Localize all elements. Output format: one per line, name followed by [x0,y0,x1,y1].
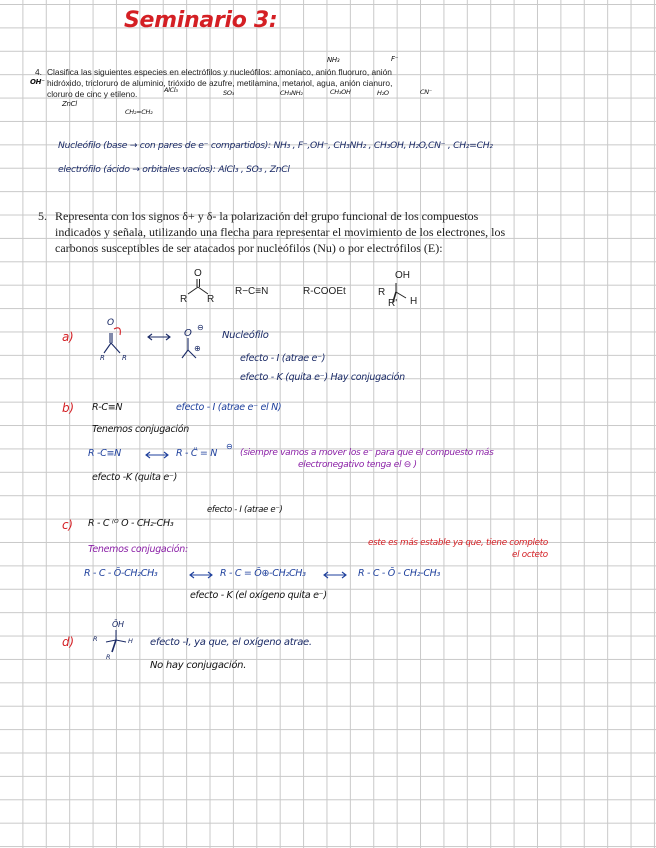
q5-line-1: Representa con los signos δ+ y δ- la polarización del grupo funcional de los compuestos [55,209,479,223]
q4-line-1: Clasifica las siguientes especies en electrófilos y nucleófilos: amoníaco, anión fluoruro, anión [47,67,392,77]
q4-line-2: hidróxido, tricloruro de aluminio, trióxido de azufre, metilamina, metanol, agua, anión cianuro, [47,78,393,88]
resonance-arrow-b [144,450,170,460]
part-c-res1: R - C - Ō-CH₂CH₃ [84,568,158,579]
part-d-r-top: R [93,635,98,643]
part-a-c-charge: ⊕ [194,344,201,353]
part-a-cation-drawing [180,338,210,368]
answer-electrophiles: electrófilo (ácido → orbitales vacíos): AlCl₃ , SO₃ , ZnCl [58,164,290,175]
ann-nh3: NH₃ [327,56,340,64]
part-b-efecto-i: efecto - I (atrae e⁻ el N) [176,402,282,413]
part-b-formula: R-C≡N [92,402,123,413]
page-title: Seminario 3: [124,8,278,33]
part-b-label: b) [62,401,74,415]
ketone-r1: R [180,294,188,305]
q5-line-2: indicados y señala, utilizando una flecha para representar el movimiento de los electrones, los [55,225,506,239]
part-d-efecto: efecto -I, ya que, el oxígeno atrae. [150,637,312,648]
q5-number: 5. [38,209,47,223]
part-d-r-bottom: R [106,653,111,661]
q4-line-3: cloruro de cinc y etileno. [47,89,138,99]
part-d-no-conj: No hay conjugación. [150,660,247,671]
ann-ch3nh2: CH₃NH₂ [280,89,303,97]
q4-number: 4. [35,67,42,77]
alcohol-h: H [410,296,418,307]
nitrile-structure: R−C≡N [235,286,269,297]
answer-nucleophiles: Nucleófilo (base → con pares de e⁻ compartidos): NH₃ , F⁻,OH⁻, CH₃NH₂ , CH₃OH, H₂O,CN⁻ , CH₂=CH₂ [58,140,493,151]
part-a-label: a) [62,330,74,344]
part-c-label: c) [62,518,73,532]
ann-alcl3: AlCl₃ [164,86,178,94]
part-a-o: O [107,318,114,328]
part-a-efecto-i: efecto - I (atrae e⁻) [240,353,326,364]
part-b-res2-charge: ⊖ [226,442,233,451]
part-b-note-2: electronegativo tenga el ⊖ ) [298,460,417,470]
part-c-res2: R - C = Ō⊕-CH₂CH₃ [220,568,306,579]
ketone-o: O [194,268,202,279]
ketone-r2: R [207,294,215,305]
part-a-o-charge: ⊖ [197,323,204,332]
ann-ch3oh: CH₃OH [330,88,351,96]
part-b-note-1: (siempre vamos a mover los e⁻ para que el compuesto más [240,448,494,458]
part-c-efecto-i: efecto - I (atrae e⁻) [207,505,283,515]
ann-cn: CN⁻ [420,88,432,96]
part-a-efecto-k: efecto - K (quita e⁻) Hay conjugación [240,372,405,383]
part-a-r-left: R [100,354,105,362]
part-c-note-2: el octeto [512,550,548,560]
part-b-res1: R -C≡N [88,448,121,459]
q5-line-3: carbonos susceptibles de ser atacados por nucleófilos (Nu) o por electrófilos (E): [55,241,443,255]
ann-so3: SO₃ [223,89,234,97]
part-a-nucleo: Nucleófilo [222,330,269,341]
part-c-res3: R - C - Ō - CH₂-CH₃ [358,568,441,579]
part-a-r-right: R [122,354,127,362]
ester-structure: R-COOEt [303,286,346,297]
part-c-note-1: este es más estable ya que, tiene completo [368,538,548,548]
resonance-arrow-c1 [188,570,214,580]
part-c-formula: R - C ⁽ᴼ O - CH₂-CH₃ [88,518,174,529]
resonance-arrow-c2 [322,570,348,580]
ann-zncl: ZnCl [62,100,77,108]
part-b-efecto-k: efecto -K (quita e⁻) [92,472,178,483]
part-d-h: H [128,637,133,645]
alcohol-r1: R [378,287,386,298]
part-b-res2: R - C̈ = N [176,448,218,459]
ann-oh: OH⁻ [30,78,45,86]
part-b-tenemos: Tenemos conjugación [92,424,189,435]
part-a-o2: O [184,328,192,339]
part-c-tenemos: Tenemos conjugación: [88,544,188,555]
ann-ethylene: CH₂=CH₂ [125,108,153,116]
part-d-label: d) [62,635,74,649]
alcohol-r2: R' [388,298,398,309]
alcohol-oh: OH [395,270,410,281]
part-a-ketone-drawing [100,323,140,363]
part-c-efecto-k: efecto - K (el oxígeno quita e⁻) [190,590,327,601]
resonance-arrow-a [146,332,172,342]
part-d-oh: ŌH [112,620,124,629]
ann-f: F⁻ [391,55,399,63]
ann-h2o: H₂O [377,89,389,97]
